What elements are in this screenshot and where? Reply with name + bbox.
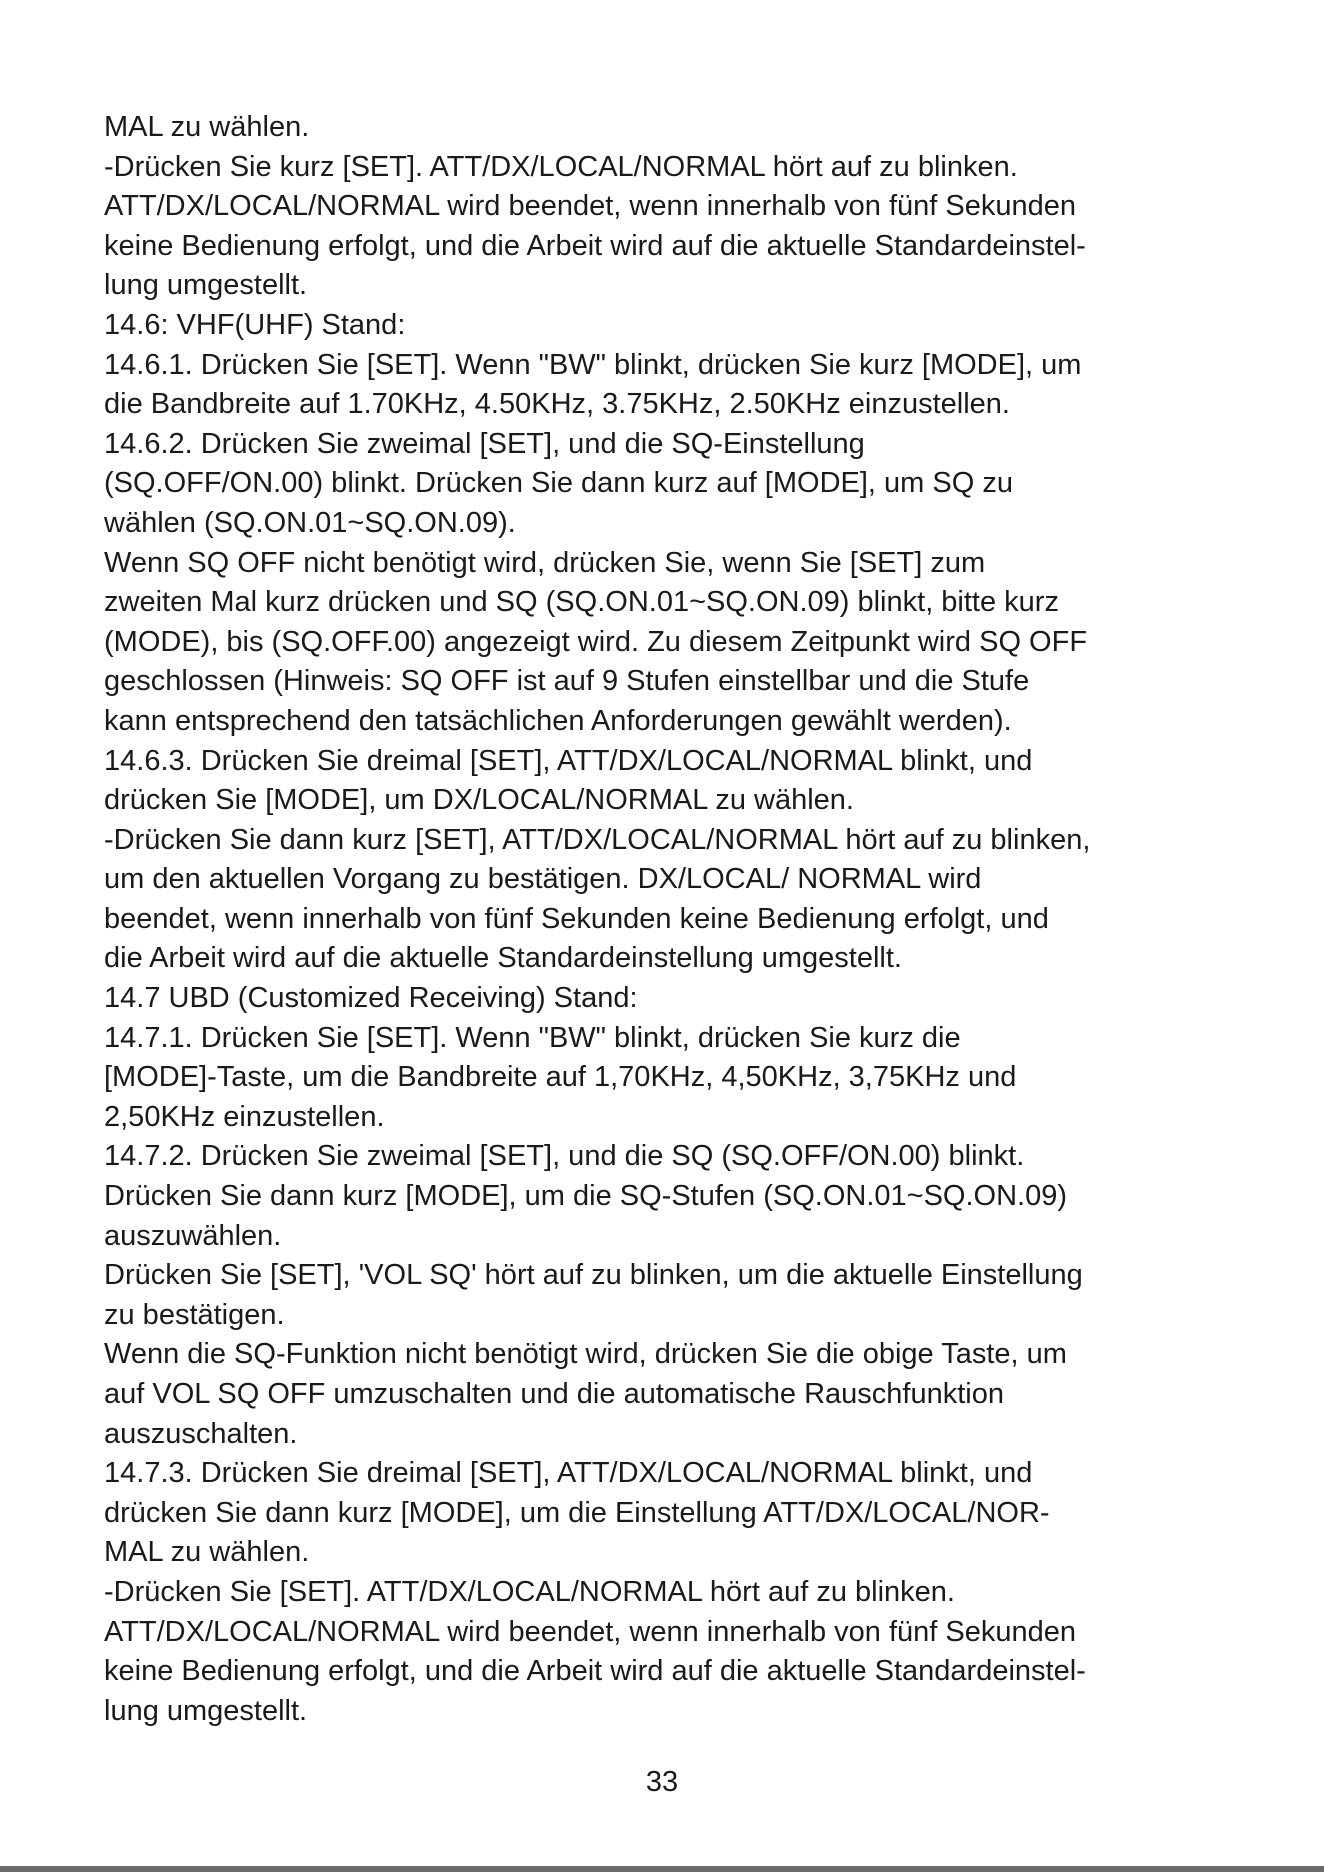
- text-line: wählen (SQ.ON.01~SQ.ON.09).: [104, 506, 516, 539]
- text-line: drücken Sie [MODE], um DX/LOCAL/NORMAL zu wählen.: [104, 784, 854, 817]
- text-line: 14.6.3. Drücken Sie dreimal [SET], ATT/DX/LOCAL/NORMAL blinkt, und: [104, 744, 1033, 777]
- text-line: die Bandbreite auf 1.70KHz, 4.50KHz, 3.75KHz, 2.50KHz einzustellen.: [104, 388, 1010, 421]
- text-line: Wenn die SQ-Funktion nicht benötigt wird, drücken Sie die obige Taste, um: [104, 1338, 1067, 1371]
- text-line: [MODE]-Taste, um die Bandbreite auf 1,70KHz, 4,50KHz, 3,75KHz und: [104, 1061, 1017, 1094]
- section-heading-14-6: 14.6: VHF(UHF) Stand:: [104, 308, 406, 341]
- text-line: auszuwählen.: [104, 1219, 282, 1252]
- text-line: keine Bedienung erfolgt, und die Arbeit wird auf die aktuelle Standardeinstel-: [104, 229, 1086, 262]
- text-line: 14.7.1. Drücken Sie [SET]. Wenn "BW" blinkt, drücken Sie kurz die: [104, 1021, 961, 1054]
- text-line: -Drücken Sie kurz [SET]. ATT/DX/LOCAL/NORMAL hört auf zu blinken.: [104, 150, 1018, 183]
- text-line: Drücken Sie [SET], 'VOL SQ' hört auf zu blinken, um die aktuelle Einstellung: [104, 1259, 1083, 1292]
- text-line: auszuschalten.: [104, 1417, 298, 1450]
- text-line: 14.6.2. Drücken Sie zweimal [SET], und die SQ-Einstellung: [104, 427, 865, 460]
- text-line: -Drücken Sie [SET]. ATT/DX/LOCAL/NORMAL hört auf zu blinken.: [104, 1575, 955, 1608]
- text-line: ATT/DX/LOCAL/NORMAL wird beendet, wenn innerhalb von fünf Sekunden: [104, 190, 1077, 223]
- text-line: lung umgestellt.: [104, 269, 308, 302]
- text-line: lung umgestellt.: [104, 1694, 308, 1727]
- text-line: -Drücken Sie dann kurz [SET], ATT/DX/LOCAL/NORMAL hört auf zu blinken,: [104, 823, 1091, 856]
- text-line: kann entsprechend den tatsächlichen Anforderungen gewählt werden).: [104, 704, 1012, 737]
- text-line: auf VOL SQ OFF umzuschalten und die automatische Rauschfunktion: [104, 1378, 1005, 1410]
- text-line: Wenn SQ OFF nicht benötigt wird, drücken Sie, wenn Sie [SET] zum: [104, 546, 986, 579]
- text-line: 14.7.3. Drücken Sie dreimal [SET], ATT/DX/LOCAL/NORMAL blinkt, und: [104, 1457, 1033, 1490]
- text-line: beendet, wenn innerhalb von fünf Sekunden keine Bedienung erfolgt, und: [104, 902, 1049, 935]
- text-line: zu bestätigen.: [104, 1298, 285, 1331]
- page-body-text: [104, 108, 1244, 1731]
- text-line: keine Bedienung erfolgt, und die Arbeit wird auf die aktuelle Standardeinstel-: [104, 1655, 1086, 1688]
- text-line: 2,50KHz einzustellen.: [104, 1100, 385, 1133]
- text-line: (MODE), bis (SQ.OFF.00) angezeigt wird. Zu diesem Zeitpunkt wird SQ OFF: [104, 625, 1088, 658]
- text-line: (SQ.OFF/ON.00) blinkt. Drücken Sie dann kurz auf [MODE], um SQ zu: [104, 467, 1013, 500]
- text-line: um den aktuellen Vorgang zu bestätigen. DX/LOCAL/ NORMAL wird: [104, 863, 982, 896]
- text-line: MAL zu wählen.: [104, 111, 310, 143]
- text-line: Drücken Sie dann kurz [MODE], um die SQ-Stufen (SQ.ON.01~SQ.ON.09): [104, 1180, 1068, 1213]
- text-line: 14.6.1. Drücken Sie [SET]. Wenn "BW" blinkt, drücken Sie kurz [MODE], um: [104, 348, 1082, 381]
- text-line: ATT/DX/LOCAL/NORMAL wird beendet, wenn innerhalb von fünf Sekunden: [104, 1615, 1077, 1648]
- text-line: die Arbeit wird auf die aktuelle Standardeinstellung umgestellt.: [104, 942, 902, 975]
- text-line: geschlossen (Hinweis: SQ OFF ist auf 9 Stufen einstellbar und die Stufe: [104, 665, 1030, 698]
- section-heading-14-7: 14.7 UBD (Customized Receiving) Stand:: [104, 982, 638, 1015]
- text-line: drücken Sie dann kurz [MODE], um die Einstellung ATT/DX/LOCAL/NOR-: [104, 1496, 1050, 1529]
- text-line: zweiten Mal kurz drücken und SQ (SQ.ON.01~SQ.ON.09) blinkt, bitte kurz: [104, 586, 1059, 619]
- page-number: 33: [645, 1766, 679, 1798]
- text-line: 14.7.2. Drücken Sie zweimal [SET], und die SQ (SQ.OFF/ON.00) blinkt.: [104, 1140, 1025, 1173]
- bottom-border: [0, 1866, 1324, 1872]
- text-line: MAL zu wählen.: [104, 1536, 310, 1569]
